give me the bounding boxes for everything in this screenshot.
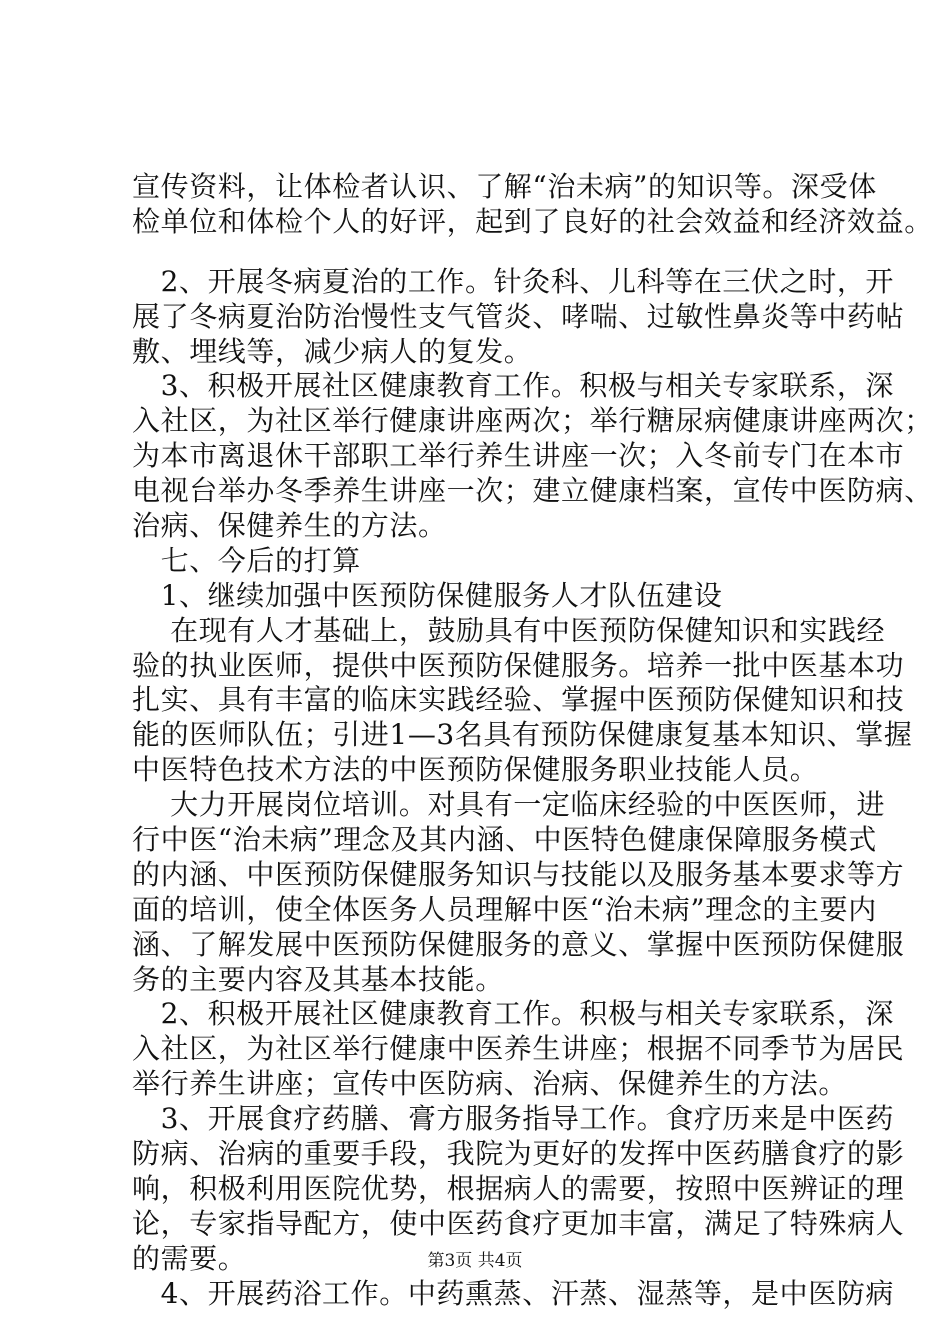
text-line: 入社区，为社区举行健康中医养生讲座；根据不同季节为居民 bbox=[132, 1032, 905, 1066]
text-line: 电视台举办冬季养生讲座一次；建立健康档案，宣传中医防病、 bbox=[132, 474, 933, 508]
text-line: 检单位和体检个人的好评，起到了良好的社会效益和经济效益。 bbox=[132, 204, 933, 238]
subsection-heading: 1、继续加强中医预防保健服务人才队伍建设 bbox=[132, 578, 723, 612]
text-line: 大力开展岗位培训。对具有一定临床经验的中医医师，进 bbox=[132, 788, 886, 822]
text-line: 的需要。 bbox=[132, 1241, 247, 1275]
text-line: 中医特色技术方法的中医预防保健服务职业技能人员。 bbox=[132, 753, 819, 787]
text-line: 为本市离退休干部职工举行养生讲座一次；入冬前专门在本市 bbox=[132, 439, 905, 473]
text-line: 治病、保健养生的方法。 bbox=[132, 509, 447, 543]
text-line: 宣传资料，让体检者认识、了解“治未病”的知识等。深受体 bbox=[132, 170, 877, 203]
paragraph-block-2 bbox=[132, 264, 933, 1312]
text-line: 响，积极利用医院优势，根据病人的需要，按照中医辨证的理 bbox=[132, 1171, 905, 1205]
text-line: 面的培训，使全体医务人员理解中医“治未病”理念的主要内 bbox=[132, 892, 877, 926]
text-line: 3、开展食疗药膳、膏方服务指导工作。食疗历来是中医药 bbox=[132, 1102, 895, 1136]
text-line: 3、积极开展社区健康教育工作。积极与相关专家联系，深 bbox=[132, 369, 895, 403]
text-line: 扎实、具有丰富的临床实践经验、掌握中医预防保健知识和技 bbox=[132, 683, 905, 717]
text-line: 的内涵、中医预防保健服务知识与技能以及服务基本要求等方 bbox=[132, 857, 905, 891]
text-line: 入社区，为社区举行健康讲座两次；举行糖尿病健康讲座两次； bbox=[132, 404, 933, 438]
page-number-footer: 第3页 共4页 bbox=[427, 1251, 523, 1271]
document-body bbox=[132, 170, 933, 1312]
paragraph-gap bbox=[132, 240, 844, 265]
text-line: 举行养生讲座；宣传中医防病、治病、保健养生的方法。 bbox=[132, 1067, 848, 1101]
text-line: 在现有人才基础上，鼓励具有中医预防保健知识和实践经 bbox=[132, 613, 886, 647]
text-line: 防病、治病的重要手段，我院为更好的发挥中医药膳食疗的影 bbox=[132, 1137, 905, 1171]
text-line: 务的主要内容及其基本技能。 bbox=[132, 962, 504, 996]
text-line: 能的医师队伍；引进1—3名具有预防保健康复基本知识、掌握 bbox=[132, 718, 913, 752]
text-line: 论，专家指导配方，使中医药食疗更加丰富，满足了特殊病人 bbox=[132, 1206, 905, 1240]
text-line: 涵、了解发展中医预防保健服务的意义、掌握中医预防保健服 bbox=[132, 927, 905, 961]
text-line: 2、积极开展社区健康教育工作。积极与相关专家联系，深 bbox=[132, 997, 895, 1031]
text-line: 4、开展药浴工作。中药熏蒸、汗蒸、湿蒸等，是中医防病 bbox=[132, 1276, 895, 1310]
text-line: 敷、埋线等，减少病人的复发。 bbox=[132, 334, 533, 368]
text-line: 展了冬病夏治防治慢性支气管炎、哮喘、过敏性鼻炎等中药帖 bbox=[132, 299, 905, 333]
text-line: 2、开展冬病夏治的工作。针灸科、儿科等在三伏之时，开 bbox=[132, 264, 895, 298]
section-heading: 七、今后的打算 bbox=[132, 543, 361, 577]
text-line: 验的执业医师，提供中医预防保健服务。培养一批中医基本功 bbox=[132, 648, 905, 682]
text-line: 行中医“治未病”理念及其内涵、中医特色健康保障服务模式 bbox=[132, 823, 877, 857]
paragraph-block-1 bbox=[132, 170, 933, 240]
